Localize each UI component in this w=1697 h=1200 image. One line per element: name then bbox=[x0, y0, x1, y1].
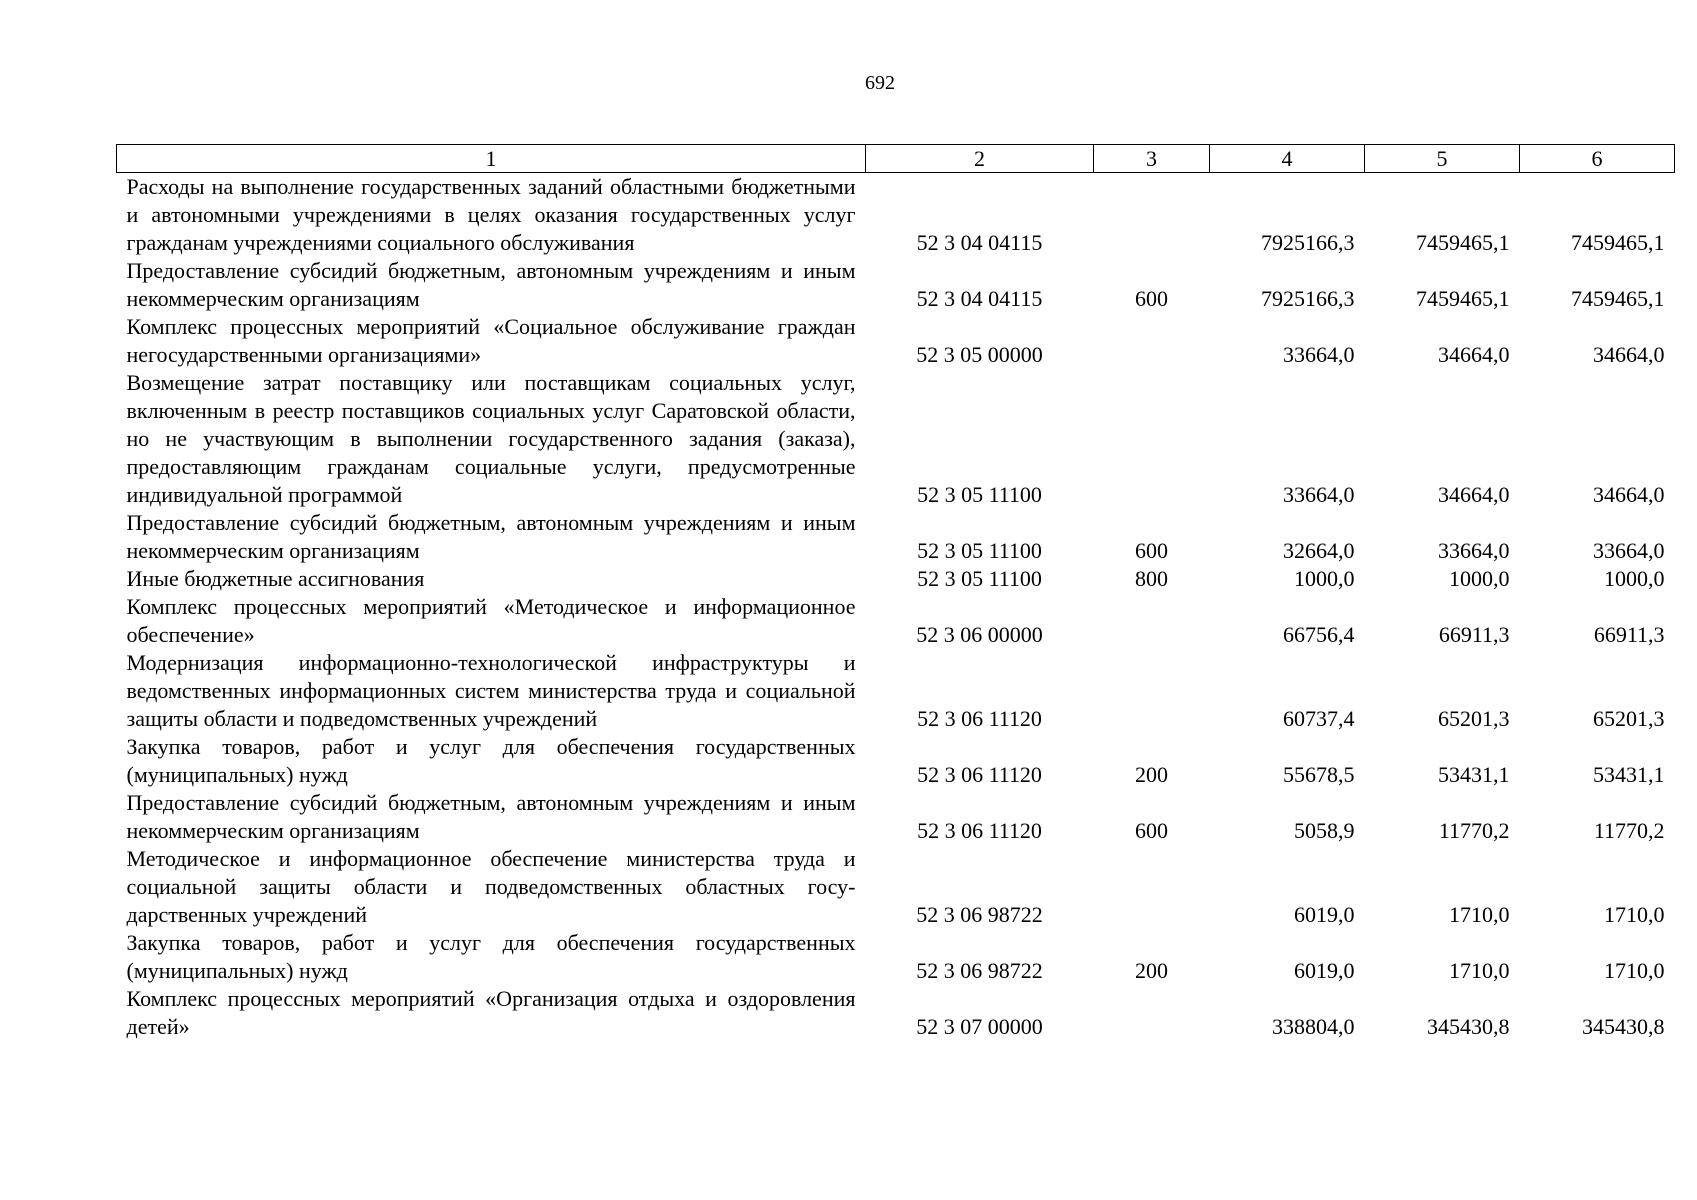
table-body bbox=[117, 173, 1675, 1042]
table-row bbox=[117, 845, 1675, 929]
header-cell-6: 6 bbox=[1520, 145, 1675, 173]
amount-col4-cell: 55678,5 bbox=[1283, 762, 1355, 787]
expense-type-cell: 200 bbox=[1135, 762, 1168, 787]
expense-name-cell: Комплекс процессных мероприятий «Социальное обслуживание граждан негосударственными организациями» bbox=[126, 314, 856, 367]
target-code-cell: 52 3 06 98722 bbox=[916, 902, 1043, 927]
table-row bbox=[117, 173, 1675, 258]
table-row bbox=[117, 257, 1675, 313]
amount-col4-cell: 32664,0 bbox=[1283, 538, 1355, 563]
header-cell-4: 4 bbox=[1210, 145, 1365, 173]
expense-type-cell bbox=[1094, 173, 1210, 258]
target-code-cell: 52 3 05 00000 bbox=[916, 342, 1043, 367]
amount-col4-cell: 7925166,3 bbox=[1261, 230, 1355, 255]
target-code-cell: 52 3 06 00000 bbox=[916, 622, 1043, 647]
amount-col6-cell: 7459465,1 bbox=[1571, 286, 1665, 311]
amount-col6-cell: 1710,0 bbox=[1604, 902, 1665, 927]
table-row bbox=[117, 733, 1675, 789]
amount-col5-cell: 33664,0 bbox=[1438, 538, 1510, 563]
amount-col6-cell: 65201,3 bbox=[1593, 706, 1665, 731]
amount-col5-cell: 11770,2 bbox=[1438, 818, 1510, 843]
amount-col6-cell: 11770,2 bbox=[1593, 818, 1665, 843]
target-code-cell: 52 3 04 04115 bbox=[916, 230, 1043, 255]
header-row bbox=[117, 145, 1675, 173]
target-code-cell: 52 3 06 98722 bbox=[916, 958, 1043, 983]
page-number: 692 bbox=[865, 72, 895, 94]
target-code-cell: 52 3 04 04115 bbox=[916, 286, 1043, 311]
table-row bbox=[117, 369, 1675, 509]
amount-col5-cell: 1000,0 bbox=[1449, 566, 1510, 591]
amount-col4-cell: 5058,9 bbox=[1294, 818, 1355, 843]
amount-col6-cell: 1710,0 bbox=[1604, 958, 1665, 983]
expense-name-cell: Возмещение затрат поставщику или поставщикам социальных услуг, включенным в реестр поставщиков социальных услуг Саратовской области, но не участвующим в выполнении государственного задания (заказа), предоставляющим гражданам социальные услуги, предусмотренные индивидуальной программой bbox=[126, 370, 856, 507]
table-row bbox=[117, 985, 1675, 1041]
target-code-cell: 52 3 06 11120 bbox=[917, 818, 1042, 843]
table-row bbox=[117, 509, 1675, 565]
expense-type-cell bbox=[1094, 369, 1210, 509]
amount-col4-cell: 60737,4 bbox=[1283, 706, 1355, 731]
table-row bbox=[117, 313, 1675, 369]
expense-type-cell: 600 bbox=[1135, 538, 1168, 563]
expense-type-cell bbox=[1094, 985, 1210, 1041]
amount-col4-cell: 7925166,3 bbox=[1261, 286, 1355, 311]
amount-col5-cell: 53431,1 bbox=[1438, 762, 1510, 787]
expense-type-cell: 600 bbox=[1135, 286, 1168, 311]
amount-col5-cell: 345430,8 bbox=[1427, 1014, 1510, 1039]
expense-type-cell bbox=[1094, 649, 1210, 733]
expense-name-cell: Комплекс процессных мероприятий «Организация отдыха и оздоровления детей» bbox=[126, 986, 856, 1039]
table-row bbox=[117, 593, 1675, 649]
amount-col5-cell: 1710,0 bbox=[1449, 902, 1510, 927]
table-row bbox=[117, 649, 1675, 733]
target-code-cell: 52 3 06 11120 bbox=[917, 762, 1042, 787]
expense-name-cell: Предоставление субсидий бюджетным, автономным учреждениям и иным некоммерческим организациям bbox=[126, 258, 856, 311]
amount-col5-cell: 34664,0 bbox=[1438, 482, 1510, 507]
amount-col5-cell: 1710,0 bbox=[1449, 958, 1510, 983]
target-code-cell: 52 3 05 11100 bbox=[917, 538, 1042, 563]
expense-type-cell bbox=[1094, 593, 1210, 649]
amount-col6-cell: 345430,8 bbox=[1582, 1014, 1665, 1039]
table-row bbox=[117, 929, 1675, 985]
amount-col6-cell: 33664,0 bbox=[1593, 538, 1665, 563]
header-cell-1: 1 bbox=[117, 145, 866, 173]
amount-col4-cell: 6019,0 bbox=[1294, 902, 1355, 927]
expense-name-cell: Методическое и информационное обеспечение министерства труда и социальной защиты области и подведомственных областных государственных учреждений bbox=[126, 846, 856, 927]
amount-col5-cell: 65201,3 bbox=[1438, 706, 1510, 731]
amount-col5-cell: 7459465,1 bbox=[1416, 230, 1510, 255]
expense-name-cell: Комплекс процессных мероприятий «Методическое и информационное обеспечение» bbox=[126, 594, 856, 647]
amount-col6-cell: 53431,1 bbox=[1593, 762, 1665, 787]
target-code-cell: 52 3 07 00000 bbox=[916, 1014, 1043, 1039]
amount-col5-cell: 66911,3 bbox=[1438, 622, 1510, 647]
amount-col5-cell: 7459465,1 bbox=[1416, 286, 1510, 311]
expense-type-cell: 200 bbox=[1135, 958, 1168, 983]
expense-name-cell: Иные бюджетные ассигнования bbox=[126, 566, 425, 591]
header-cell-2: 2 bbox=[866, 145, 1094, 173]
expense-type-cell bbox=[1094, 313, 1210, 369]
amount-col5-cell: 34664,0 bbox=[1438, 342, 1510, 367]
expense-name-cell: Закупка товаров, работ и услуг для обеспечения государственных (муниципальных) нужд bbox=[126, 734, 856, 787]
table-row bbox=[117, 789, 1675, 845]
expense-name-cell: Закупка товаров, работ и услуг для обеспечения государственных (муниципальных) нужд bbox=[126, 930, 856, 983]
target-code-cell: 52 3 05 11100 bbox=[917, 566, 1042, 591]
expense-name-cell: Предоставление субсидий бюджетным, автономным учреждениям и иным некоммерческим организациям bbox=[126, 510, 856, 563]
amount-col6-cell: 1000,0 bbox=[1604, 566, 1665, 591]
expense-type-cell bbox=[1094, 845, 1210, 929]
amount-col4-cell: 33664,0 bbox=[1283, 482, 1355, 507]
target-code-cell: 52 3 05 11100 bbox=[917, 482, 1042, 507]
expense-type-cell: 600 bbox=[1135, 818, 1168, 843]
amount-col4-cell: 33664,0 bbox=[1283, 342, 1355, 367]
target-code-cell: 52 3 06 11120 bbox=[917, 706, 1042, 731]
table-header bbox=[117, 145, 1675, 173]
expense-name-cell: Расходы на выполнение государственных заданий областными бюджетными и автономными учреждениями в целях оказания государственных услуг гражданам учреждениями социального обслуживания bbox=[126, 174, 856, 255]
header-cell-5: 5 bbox=[1365, 145, 1520, 173]
amount-col4-cell: 1000,0 bbox=[1294, 566, 1355, 591]
expense-name-cell: Модернизация информационно-технологической инфраструктуры и ведомственных информационных систем министерства труда и социальной защиты области и подведомственных учреждений bbox=[126, 650, 856, 731]
budget-table bbox=[116, 144, 1675, 1041]
expense-name-cell: Предоставление субсидий бюджетным, автономным учреждениям и иным некоммерческим организациям bbox=[126, 790, 856, 843]
table-row bbox=[117, 565, 1675, 593]
expense-type-cell: 800 bbox=[1135, 566, 1168, 591]
amount-col4-cell: 66756,4 bbox=[1283, 622, 1355, 647]
header-cell-3: 3 bbox=[1094, 145, 1210, 173]
amount-col6-cell: 7459465,1 bbox=[1571, 230, 1665, 255]
amount-col6-cell: 34664,0 bbox=[1593, 482, 1665, 507]
amount-col6-cell: 66911,3 bbox=[1593, 622, 1665, 647]
amount-col6-cell: 34664,0 bbox=[1593, 342, 1665, 367]
amount-col4-cell: 6019,0 bbox=[1294, 958, 1355, 983]
amount-col4-cell: 338804,0 bbox=[1272, 1014, 1355, 1039]
